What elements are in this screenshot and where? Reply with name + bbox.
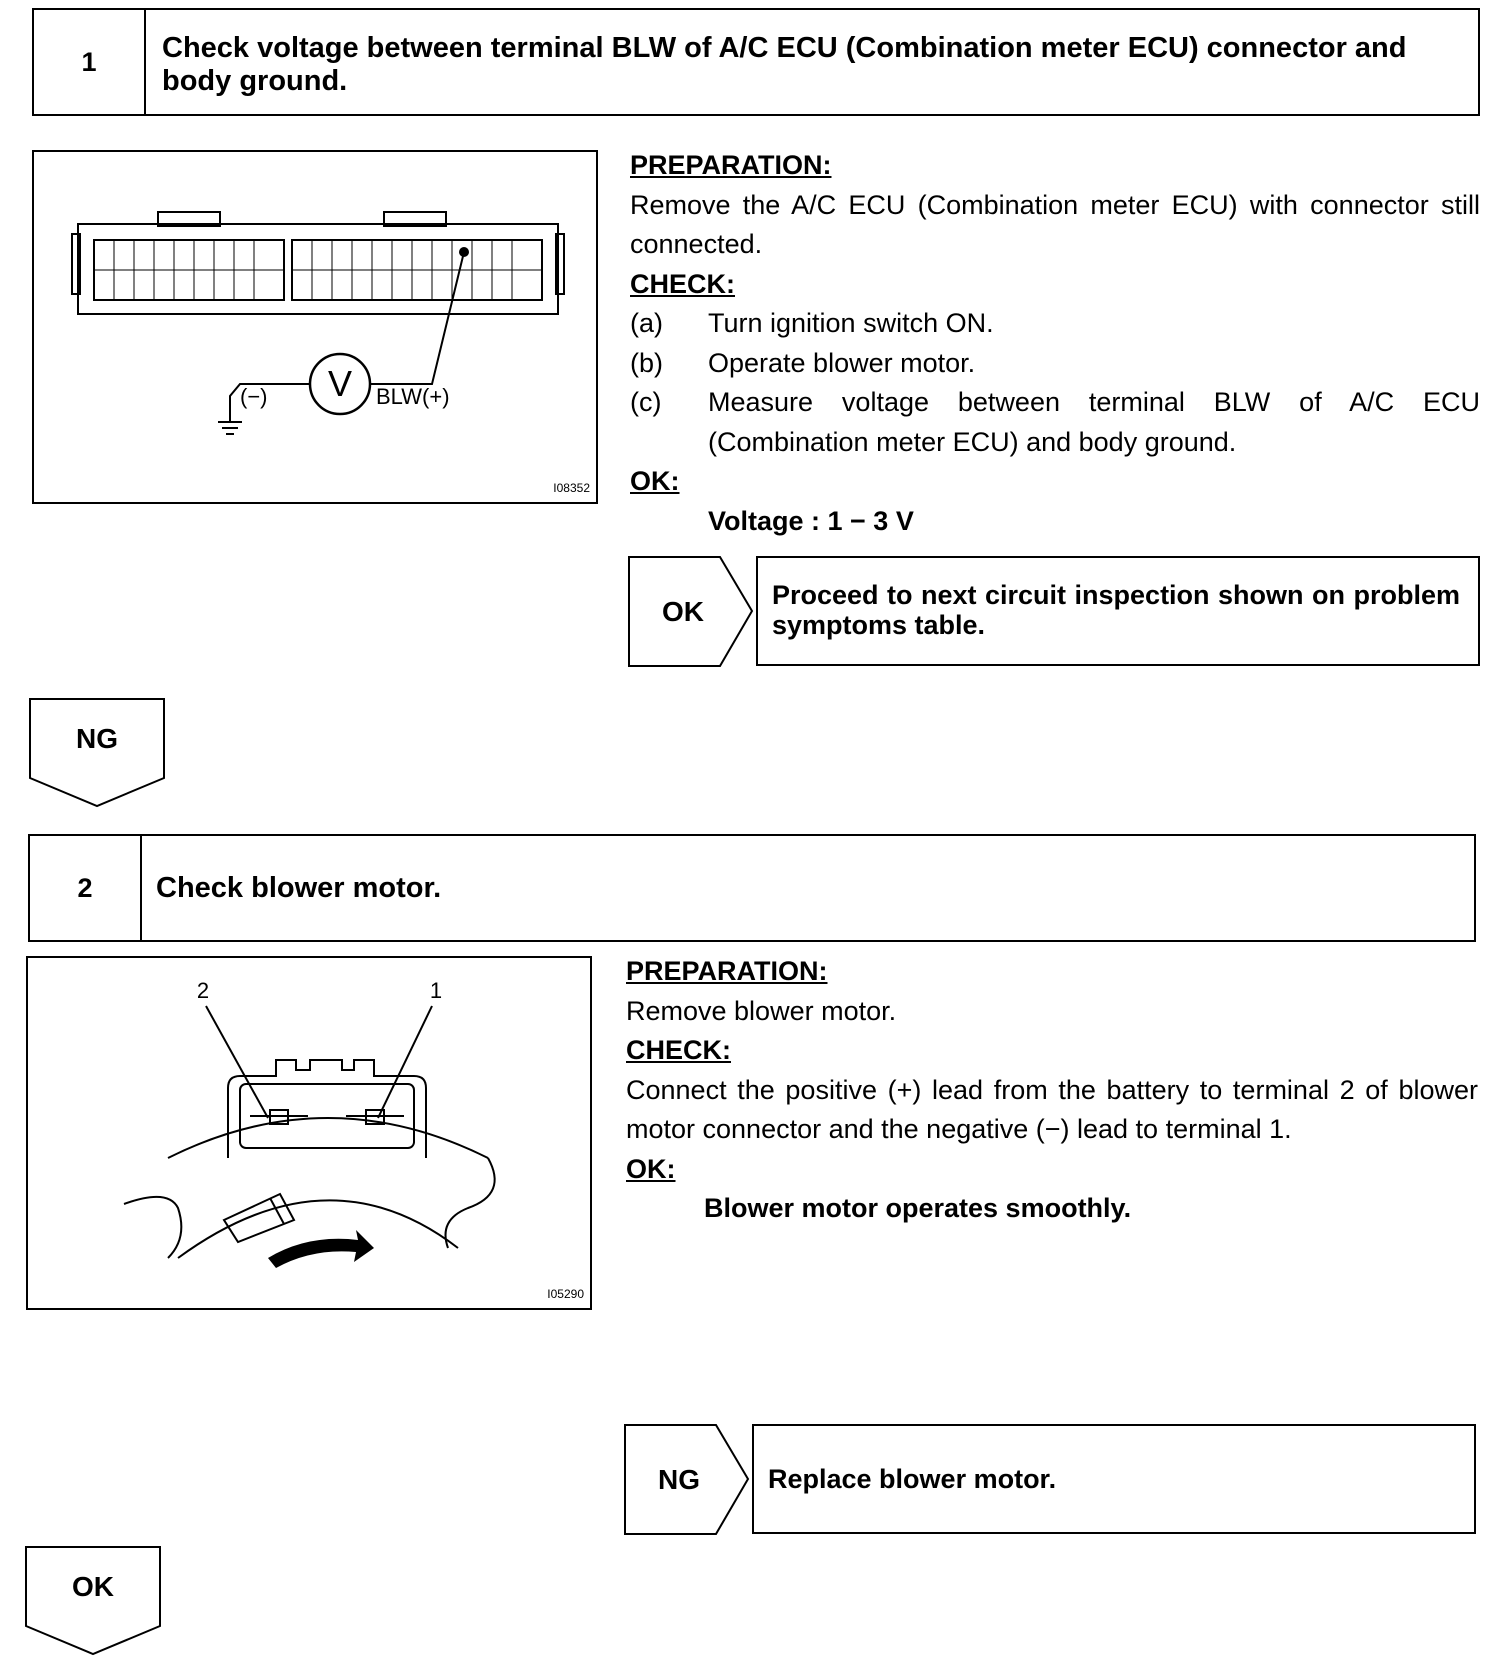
step-1-number: 1 — [34, 10, 146, 114]
rotation-arrow-icon — [268, 1230, 374, 1268]
ok-heading: OK: — [630, 466, 680, 496]
check-item-text: Turn ignition switch ON. — [708, 308, 994, 338]
negative-label: (−) — [240, 384, 268, 409]
terminal-2-label: 2 — [196, 978, 210, 1003]
step-1-figure — [32, 150, 598, 504]
connector-housing — [228, 1060, 426, 1158]
step-2-result-text: Replace blower motor. — [768, 1464, 1057, 1494]
ng-branch-label: NG — [76, 723, 118, 754]
ok-branch-arrow — [24, 1546, 164, 1658]
connector-voltage-diagram — [34, 152, 596, 502]
check-text: Connect the positive (+) lead from the battery to terminal 2 of blower motor connector and the negative (−) lead to terminal 1. — [626, 1074, 1478, 1144]
check-item — [630, 344, 1480, 384]
ok-spec: Voltage : 1 − 3 V — [708, 505, 914, 536]
ng-branch-arrow — [28, 698, 168, 810]
figure-id: I05290 — [547, 1287, 584, 1301]
step-1-result-text: Proceed to next circuit inspection shown on problem symptoms table. — [772, 580, 1460, 640]
check-item-label: (a) — [630, 308, 663, 338]
check-item — [630, 304, 1480, 344]
voltmeter-label: V — [327, 363, 353, 404]
check-item — [630, 383, 1480, 462]
figure-id: I08352 — [553, 481, 590, 495]
ng-result-arrow — [624, 1424, 754, 1536]
connector-terminal-grid — [94, 240, 542, 300]
check-item-text: Measure voltage between terminal BLW of A/C ECU (Combination meter ECU) and body ground. — [708, 387, 1480, 457]
preparation-text: Remove blower motor. — [626, 995, 897, 1026]
step-1-header — [32, 8, 1480, 116]
check-item-label: (c) — [630, 387, 662, 417]
ok-spec: Blower motor operates smoothly. — [704, 1193, 1132, 1223]
positive-lead — [370, 252, 464, 384]
ok-result-arrow — [628, 556, 758, 668]
step-1-result-box — [756, 556, 1480, 666]
step-2-figure — [26, 956, 592, 1310]
step-1-title: Check voltage between terminal BLW of A/C ECU (Combination meter ECU) connector and body ground. — [162, 32, 1407, 97]
step-2-number: 2 — [30, 836, 142, 940]
ok-result-label: OK — [662, 596, 704, 627]
preparation-heading: PREPARATION: — [630, 150, 832, 180]
step-2-result-box — [752, 1424, 1476, 1534]
terminal-1-label: 1 — [429, 978, 443, 1003]
preparation-text: Remove the A/C ECU (Combination meter ECU) with connector still connected. — [630, 189, 1480, 259]
ground-icon — [218, 422, 242, 434]
ok-heading: OK: — [626, 1153, 676, 1184]
step-1-instructions — [630, 146, 1480, 541]
ok-branch-label: OK — [72, 1571, 114, 1602]
step-2-instructions — [626, 952, 1478, 1229]
positive-label: BLW(+) — [376, 384, 450, 409]
check-heading: CHECK: — [630, 268, 735, 299]
ng-result-label: NG — [658, 1464, 700, 1495]
preparation-heading: PREPARATION: — [626, 956, 828, 986]
check-heading: CHECK: — [626, 1035, 731, 1065]
check-item-label: (b) — [630, 347, 663, 378]
blower-motor-diagram — [28, 958, 590, 1308]
motor-body-outer — [168, 1118, 488, 1158]
step-2-header — [28, 834, 1476, 942]
check-item-text: Operate blower motor. — [708, 347, 976, 378]
step-2-title: Check blower motor. — [156, 872, 442, 904]
